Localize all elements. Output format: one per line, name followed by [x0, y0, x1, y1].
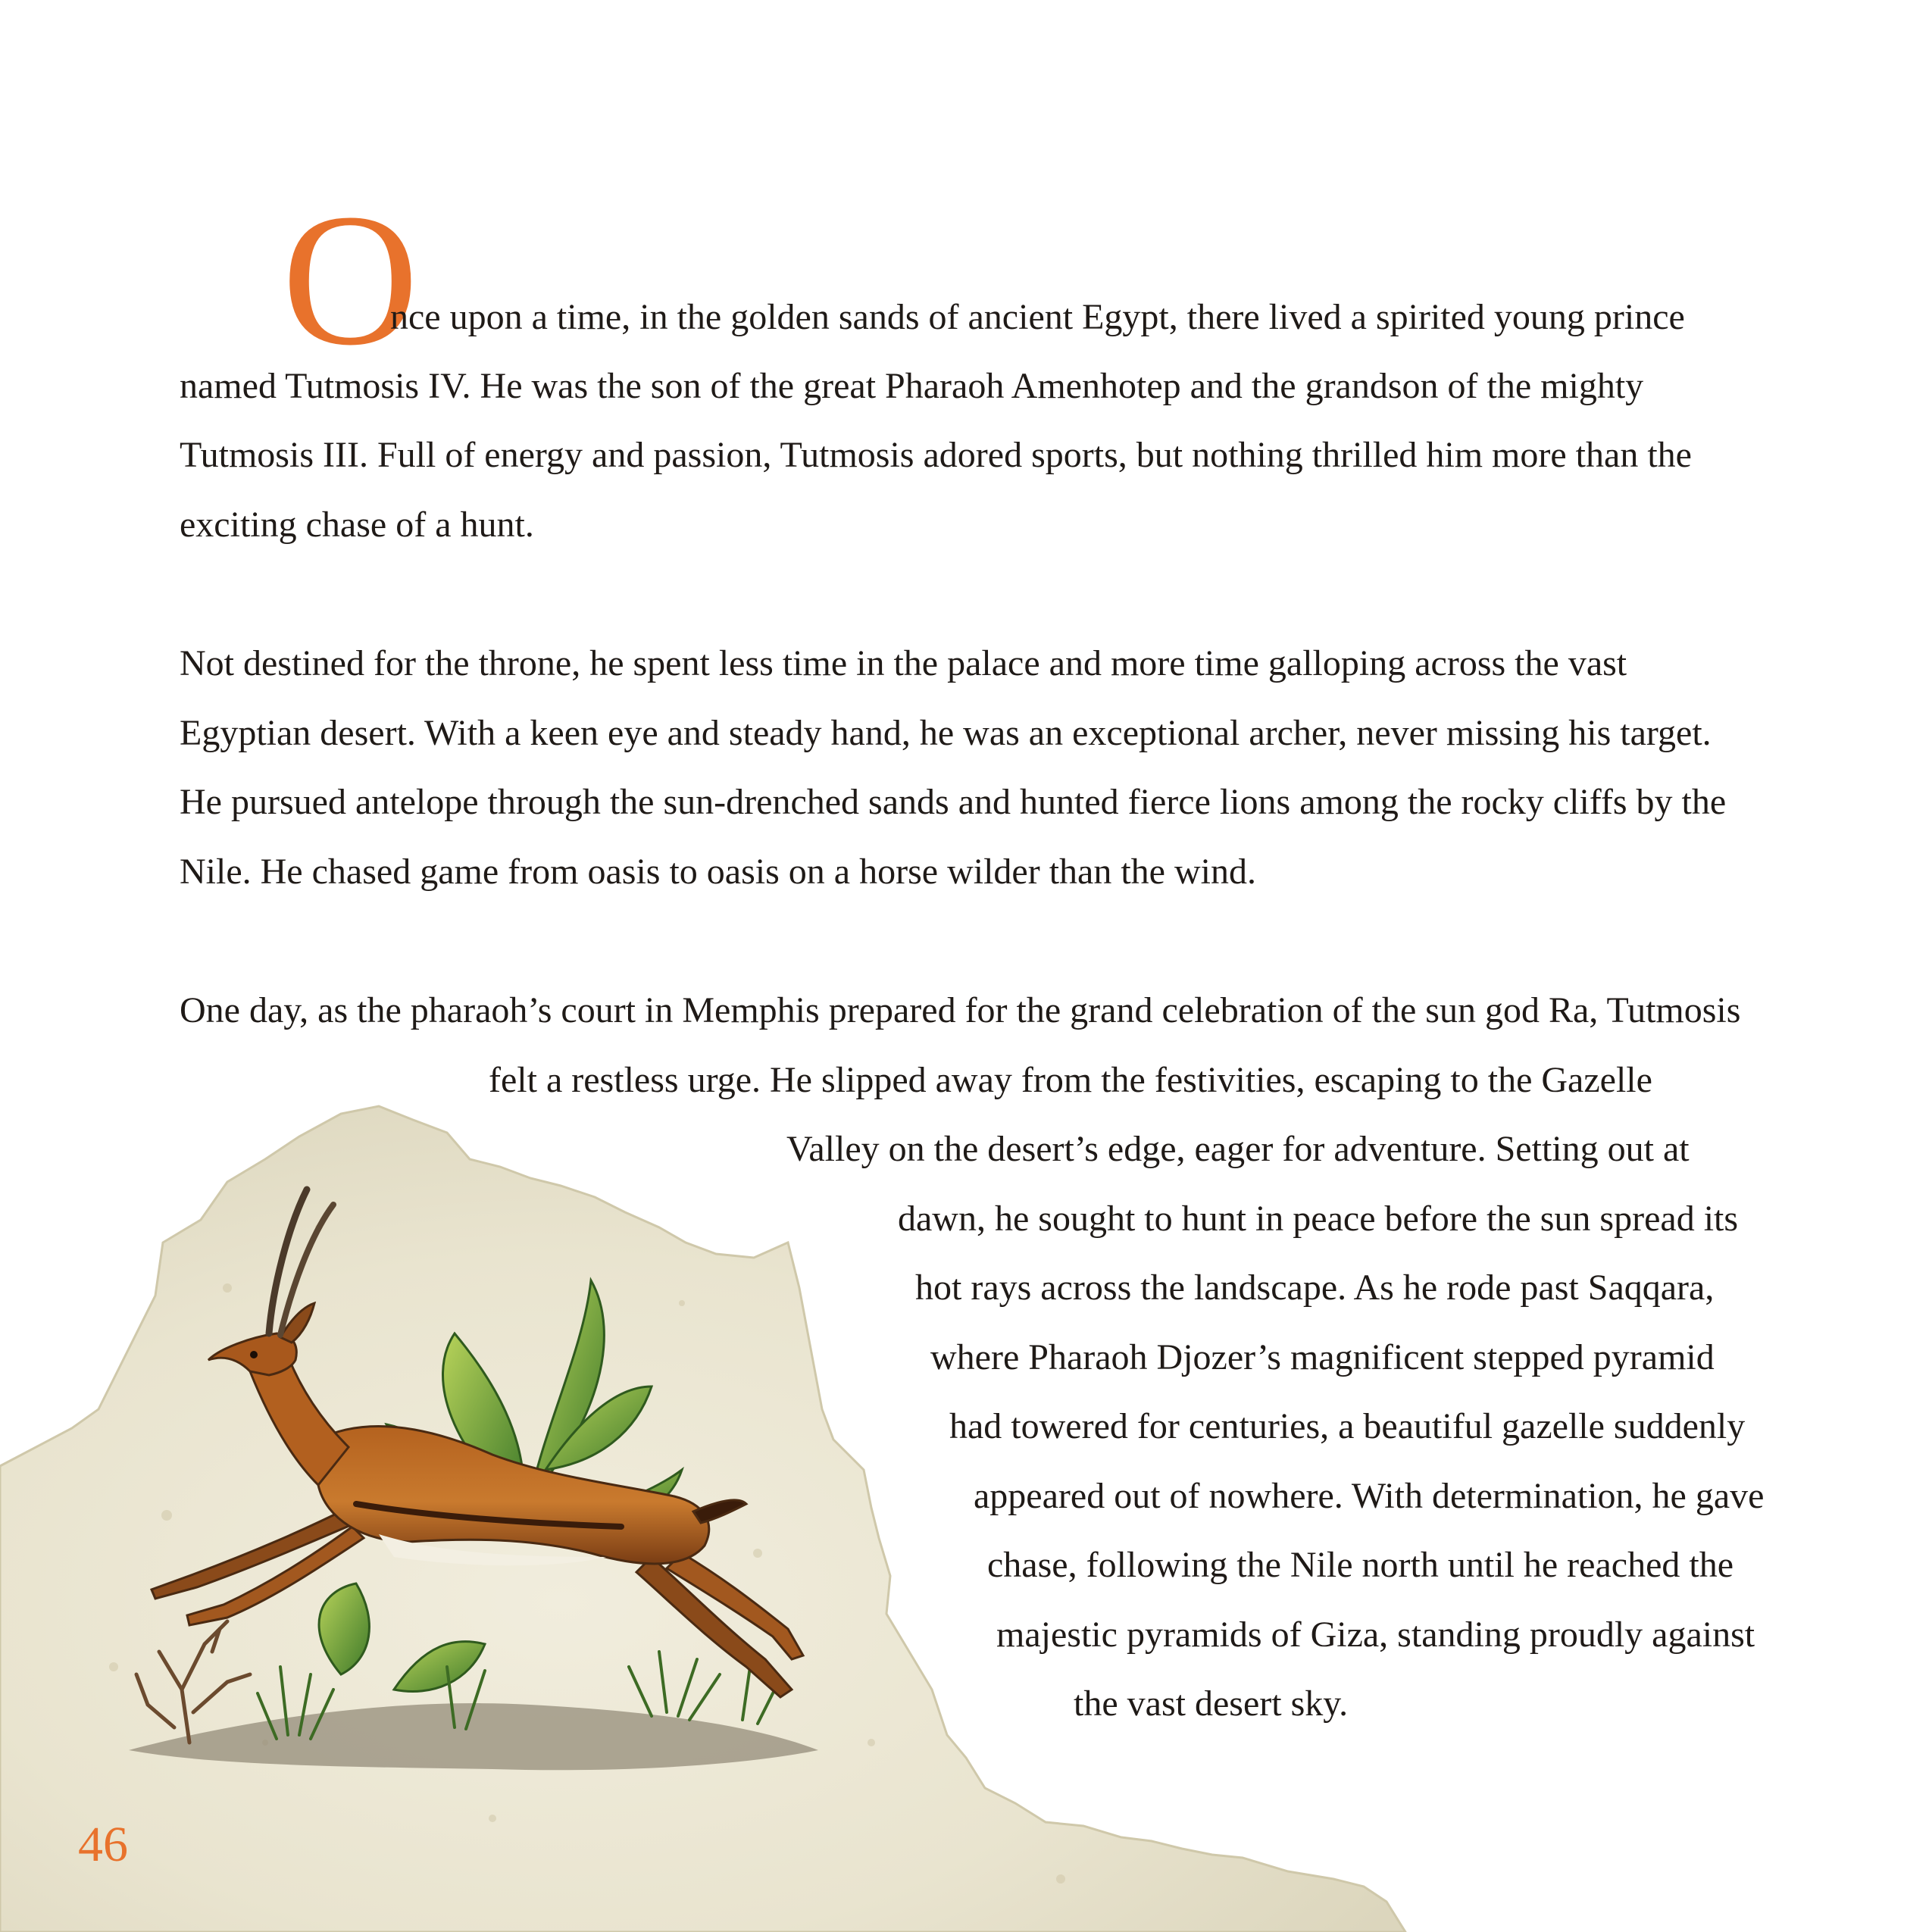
story-line: felt a restless urge. He slipped away from the festivities, escaping to the Gazelle — [489, 1060, 1652, 1100]
drop-cap-letter: O — [282, 175, 419, 385]
story-line: Tutmosis III. Full of energy and passion, Tutmosis adored sports, but nothing thrilled him more than the — [180, 435, 1692, 475]
story-line: the vast desert sky. — [1074, 1683, 1349, 1724]
story-line: nce upon a time, in the golden sands of ancient Egypt, there lived a spirited young prince — [390, 297, 1685, 337]
story-line: Not destined for the throne, he spent less time in the palace and more time galloping across the vast — [180, 643, 1627, 683]
story-line: Nile. He chased game from oasis to oasis on a horse wilder than the wind. — [180, 852, 1256, 892]
story-line: majestic pyramids of Giza, standing proudly against — [996, 1615, 1755, 1655]
story-line: One day, as the pharaoh’s court in Memphis prepared for the grand celebration of the sun god Ra, Tutmosis — [180, 990, 1741, 1030]
story-line: Valley on the desert’s edge, eager for adventure. Setting out at — [786, 1129, 1690, 1169]
story-line: hot rays across the landscape. As he rode past Saqqara, — [915, 1268, 1715, 1308]
story-line: chase, following the Nile north until he reached the — [987, 1545, 1734, 1585]
story-line: named Tutmosis IV. He was the son of the great Pharaoh Amenhotep and the grandson of the mighty — [180, 366, 1644, 406]
story-line: Egyptian desert. With a keen eye and steady hand, he was an exceptional archer, never missing his target. — [180, 713, 1712, 753]
story-line: where Pharaoh Djozer’s magnificent stepped pyramid — [930, 1337, 1715, 1377]
story-line: had towered for centuries, a beautiful gazelle suddenly — [949, 1406, 1746, 1446]
story-line: dawn, he sought to hunt in peace before the sun spread its — [898, 1199, 1739, 1239]
story-line: appeared out of nowhere. With determination, he gave — [974, 1476, 1765, 1516]
story-line: exciting chase of a hunt. — [180, 505, 534, 545]
story-line: He pursued antelope through the sun-drenched sands and hunted fierce lions among the rocky cliffs by the — [180, 782, 1727, 822]
page-number: 46 — [78, 1817, 128, 1872]
